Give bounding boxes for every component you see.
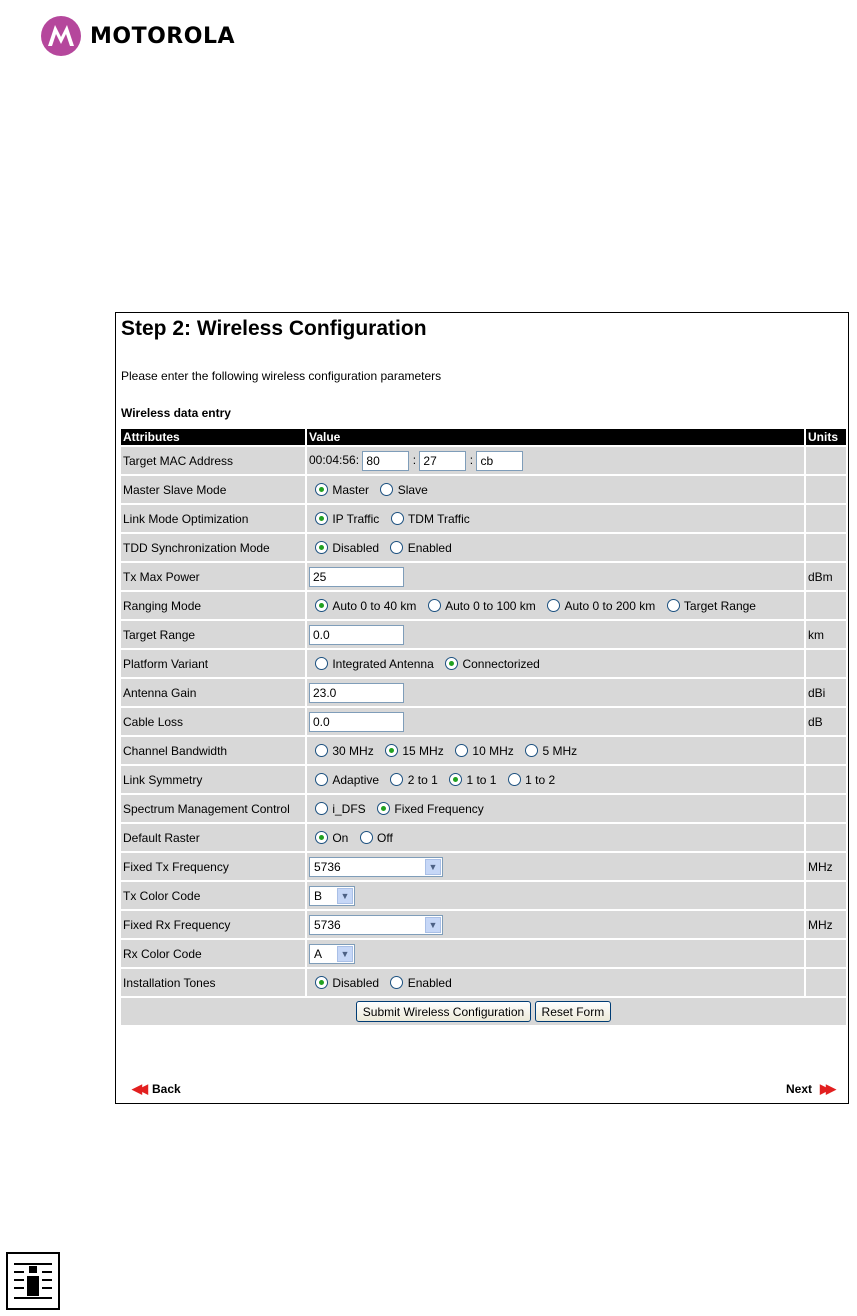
table-row <box>121 679 846 706</box>
radio-label: 5 MHz <box>542 743 578 758</box>
radio-label: Integrated Antenna <box>332 656 434 671</box>
radio-label: Adaptive <box>332 772 380 787</box>
chevron-down-icon[interactable]: ▼ <box>425 917 441 933</box>
radio-label: 1 to 2 <box>525 772 556 787</box>
antenna-gain-value <box>307 679 804 706</box>
platform-variant-value <box>307 650 804 677</box>
motorola-batwing-icon <box>40 15 82 57</box>
wireless-config-table <box>119 427 848 1027</box>
row-units: km <box>806 621 846 648</box>
row-units <box>806 592 846 619</box>
radio-label: Slave <box>397 482 428 497</box>
radio-label: Enabled <box>407 540 452 555</box>
wireless-config-panel <box>115 312 849 1104</box>
mac-octet-5-input[interactable] <box>419 451 466 471</box>
select-value: B <box>314 888 323 903</box>
row-label: Fixed Rx Frequency <box>121 911 305 938</box>
tx-frequency-select[interactable] <box>309 857 443 877</box>
row-label: Fixed Tx Frequency <box>121 853 305 880</box>
radio-label: Auto 0 to 40 km <box>332 598 417 613</box>
mac-octet-4-input[interactable] <box>362 451 409 471</box>
raster-on-radio[interactable] <box>315 831 328 844</box>
default-raster-value <box>307 824 804 851</box>
bw-10mhz-radio[interactable] <box>455 744 468 757</box>
chevron-down-icon[interactable]: ▼ <box>425 859 441 875</box>
master-slave-value <box>307 476 804 503</box>
cable-loss-input[interactable] <box>309 712 404 732</box>
row-units <box>806 940 846 967</box>
table-row <box>121 476 846 503</box>
row-label: Tx Color Code <box>121 882 305 909</box>
row-units <box>806 534 846 561</box>
radio-label: Target Range <box>683 598 756 613</box>
raster-off-radio[interactable] <box>360 831 373 844</box>
intro-text: Please enter the following wireless configuration parameters <box>121 369 442 383</box>
header-value: Value <box>307 429 804 445</box>
table-row <box>121 708 846 735</box>
row-label: Spectrum Management Control <box>121 795 305 822</box>
back-arrow-icon: ◀◀ <box>132 1081 144 1096</box>
1-to-2-radio[interactable] <box>508 773 521 786</box>
spectrum-mgmt-value <box>307 795 804 822</box>
row-label: Rx Color Code <box>121 940 305 967</box>
row-label: Target Range <box>121 621 305 648</box>
tx-max-power-input[interactable] <box>309 567 404 587</box>
tdd-sync-value <box>307 534 804 561</box>
back-label: Back <box>152 1082 181 1096</box>
brand-name: MOTOROLA <box>90 23 235 49</box>
row-label: Channel Bandwidth <box>121 737 305 764</box>
row-label: Master Slave Mode <box>121 476 305 503</box>
select-value: 5736 <box>314 917 341 932</box>
table-row <box>121 447 846 474</box>
ranging-mode-value <box>307 592 804 619</box>
table-header-row <box>121 429 846 445</box>
next-arrow-icon: ▶▶ <box>820 1081 832 1096</box>
row-label: Target MAC Address <box>121 447 305 474</box>
page-title: Step 2: Wireless Configuration <box>121 317 427 340</box>
table-row <box>121 592 846 619</box>
radio-label: Disabled <box>332 540 380 555</box>
i-dfs-radio[interactable] <box>315 802 328 815</box>
rx-frequency-select[interactable] <box>309 915 443 935</box>
table-row <box>121 911 846 938</box>
target-range-value <box>307 621 804 648</box>
row-units <box>806 969 846 996</box>
table-row <box>121 940 846 967</box>
radio-label: Enabled <box>407 975 452 990</box>
radio-label: Auto 0 to 100 km <box>445 598 536 613</box>
fixed-tx-freq-value <box>307 853 804 880</box>
radio-label: 2 to 1 <box>407 772 438 787</box>
master-radio[interactable] <box>315 483 328 496</box>
antenna-gain-input[interactable] <box>309 683 404 703</box>
auto-200km-radio[interactable] <box>547 599 560 612</box>
target-range-input[interactable] <box>309 625 404 645</box>
row-units <box>806 766 846 793</box>
header-attributes: Attributes <box>121 429 305 445</box>
auto-100km-radio[interactable] <box>428 599 441 612</box>
table-row <box>121 621 846 648</box>
mac-separator: : <box>412 452 417 467</box>
row-units: dBi <box>806 679 846 706</box>
bw-15mhz-radio[interactable] <box>385 744 398 757</box>
section-title: Wireless data entry <box>121 406 231 420</box>
tones-enabled-radio[interactable] <box>390 976 403 989</box>
row-units <box>806 505 846 532</box>
next-link[interactable] <box>786 1081 840 1097</box>
rx-color-code-select[interactable] <box>309 944 355 964</box>
tdm-traffic-radio[interactable] <box>391 512 404 525</box>
table-row <box>121 737 846 764</box>
radio-label: Fixed Frequency <box>394 801 484 816</box>
2-to-1-radio[interactable] <box>390 773 403 786</box>
row-label: Default Raster <box>121 824 305 851</box>
radio-label: On <box>332 830 349 845</box>
tx-max-power-value <box>307 563 804 590</box>
bw-5mhz-radio[interactable] <box>525 744 538 757</box>
row-label: Link Mode Optimization <box>121 505 305 532</box>
target-range-radio[interactable] <box>667 599 680 612</box>
channel-bandwidth-value <box>307 737 804 764</box>
link-symmetry-value <box>307 766 804 793</box>
radio-label: Off <box>377 830 393 845</box>
radio-label: IP Traffic <box>332 511 380 526</box>
adaptive-radio[interactable] <box>315 773 328 786</box>
radio-label: Connectorized <box>462 656 540 671</box>
row-units: MHz <box>806 911 846 938</box>
fixed-rx-freq-value <box>307 911 804 938</box>
target-mac-value <box>307 447 804 474</box>
connectorized-radio[interactable] <box>445 657 458 670</box>
mac-octet-6-input[interactable] <box>476 451 523 471</box>
table-row <box>121 563 846 590</box>
row-label: Cable Loss <box>121 708 305 735</box>
radio-label: Disabled <box>332 975 380 990</box>
cable-loss-value <box>307 708 804 735</box>
table-row <box>121 853 846 880</box>
row-label: TDD Synchronization Mode <box>121 534 305 561</box>
ip-traffic-radio[interactable] <box>315 512 328 525</box>
back-link[interactable] <box>124 1081 181 1097</box>
header-units: Units <box>806 429 846 445</box>
table-row <box>121 766 846 793</box>
tx-color-code-value <box>307 882 804 909</box>
integrated-antenna-radio[interactable] <box>315 657 328 670</box>
installation-tones-value <box>307 969 804 996</box>
row-label: Tx Max Power <box>121 563 305 590</box>
row-units <box>806 737 846 764</box>
row-units <box>806 650 846 677</box>
row-label: Link Symmetry <box>121 766 305 793</box>
table-row <box>121 882 846 909</box>
submit-row <box>121 998 846 1025</box>
bw-30mhz-radio[interactable] <box>315 744 328 757</box>
chevron-down-icon[interactable]: ▼ <box>337 888 353 904</box>
radio-label: 10 MHz <box>472 743 514 758</box>
row-label: Antenna Gain <box>121 679 305 706</box>
table-row <box>121 824 846 851</box>
1-to-1-radio[interactable] <box>449 773 462 786</box>
table-row <box>121 795 846 822</box>
radio-label: Auto 0 to 200 km <box>564 598 656 613</box>
row-units <box>806 882 846 909</box>
radio-label: 1 to 1 <box>466 772 497 787</box>
tdd-disabled-radio[interactable] <box>315 541 328 554</box>
row-label: Installation Tones <box>121 969 305 996</box>
table-row <box>121 505 846 532</box>
row-units <box>806 824 846 851</box>
radio-label: Master <box>332 482 370 497</box>
motorola-logo <box>40 6 296 66</box>
submit-wireless-config-button[interactable]: Submit Wireless Configuration <box>356 1001 531 1022</box>
mac-separator: : <box>469 452 474 467</box>
radio-label: 15 MHz <box>402 743 444 758</box>
row-units: dB <box>806 708 846 735</box>
row-units <box>806 447 846 474</box>
fixed-frequency-radio[interactable] <box>377 802 390 815</box>
next-label: Next <box>785 1082 812 1096</box>
radio-label: TDM Traffic <box>407 511 470 526</box>
select-value: 5736 <box>314 859 341 874</box>
link-mode-value <box>307 505 804 532</box>
tdd-enabled-radio[interactable] <box>390 541 403 554</box>
select-value: A <box>314 946 323 961</box>
row-label: Ranging Mode <box>121 592 305 619</box>
submit-cell <box>121 998 846 1025</box>
auto-40km-radio[interactable] <box>315 599 328 612</box>
info-note-icon <box>6 1252 60 1310</box>
row-units <box>806 476 846 503</box>
radio-label: 30 MHz <box>332 743 374 758</box>
table-row <box>121 650 846 677</box>
rx-color-code-value <box>307 940 804 967</box>
tx-color-code-select[interactable] <box>309 886 355 906</box>
table-row <box>121 534 846 561</box>
chevron-down-icon[interactable]: ▼ <box>337 946 353 962</box>
row-units: MHz <box>806 853 846 880</box>
row-label: Platform Variant <box>121 650 305 677</box>
row-units: dBm <box>806 563 846 590</box>
row-units <box>806 795 846 822</box>
slave-radio[interactable] <box>380 483 393 496</box>
tones-disabled-radio[interactable] <box>315 976 328 989</box>
radio-label: i_DFS <box>332 801 366 816</box>
reset-form-button[interactable]: Reset Form <box>535 1001 612 1022</box>
mac-prefix: 00:04:56: <box>309 452 360 467</box>
table-row <box>121 969 846 996</box>
